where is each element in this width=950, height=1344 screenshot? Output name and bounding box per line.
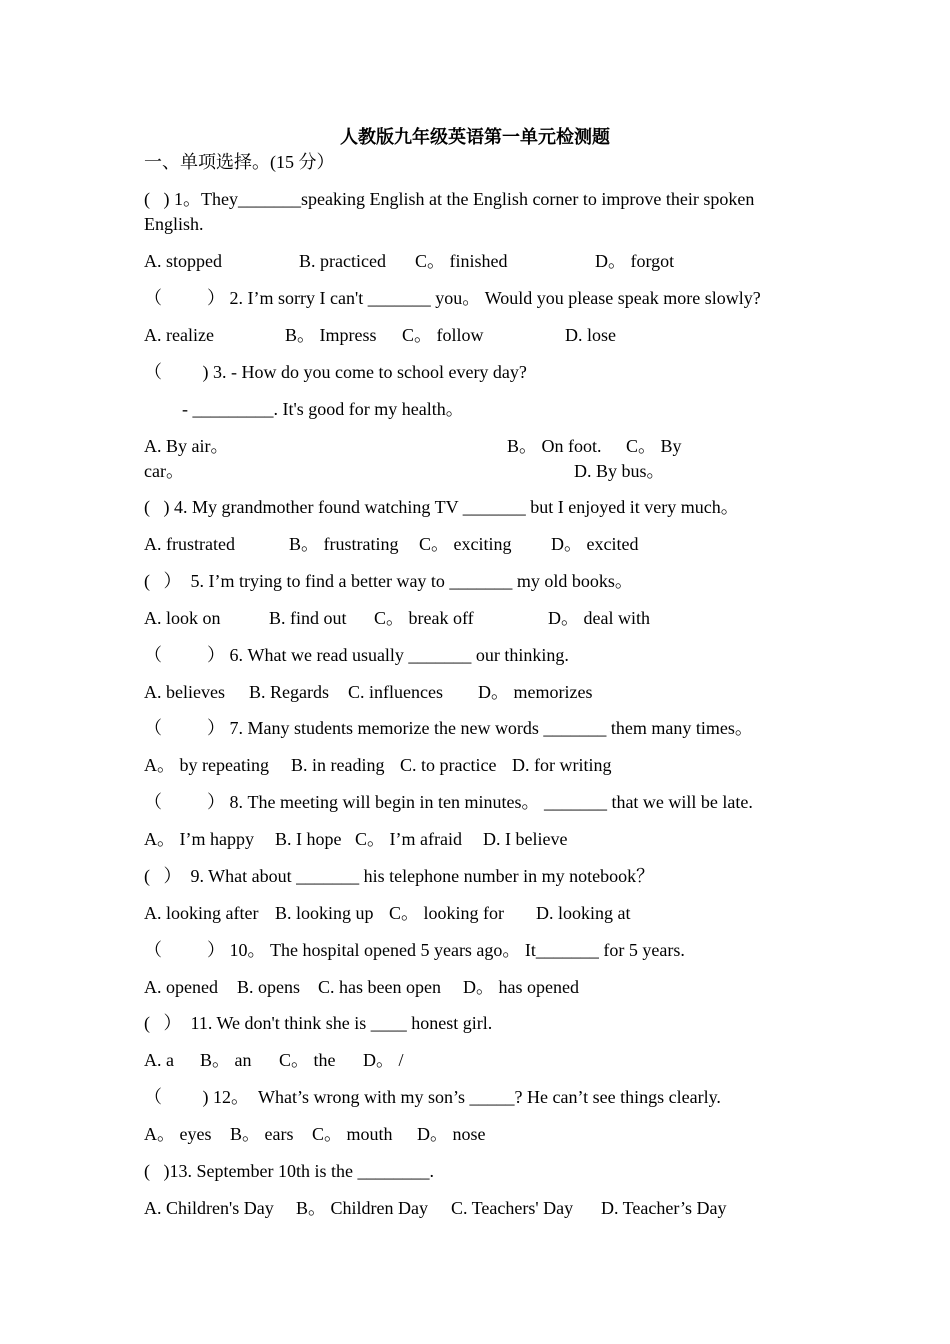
q12-option-b: B。 ears [230, 1124, 294, 1144]
q11-option-a: A. a [144, 1050, 174, 1070]
q11-option-c: C。 the [279, 1050, 336, 1070]
q12-option-a: A。 eyes [144, 1124, 212, 1144]
q4-option-c: C。 exciting [419, 534, 512, 554]
q7-option-d: D. for writing [512, 755, 612, 775]
question-8-stem: （ ） 8. The meeting will begin in ten minutes。 _______ that we will be late. [144, 792, 753, 812]
question-1-stem: ( ) 1。They_______speaking English at the English corner to improve their spoken [144, 189, 755, 209]
q3-option-c: C。 By [626, 436, 682, 456]
q6-option-c: C. influences [348, 682, 443, 702]
question-3-stem: （ ) 3. - How do you come to school every day? [144, 362, 527, 382]
q1-option-a: A. stopped [144, 251, 222, 271]
document-title: 人教版九年级英语第一单元检测题 [340, 127, 610, 147]
q5-option-b: B. find out [269, 608, 347, 628]
question-1-stem-cont: English. [144, 214, 204, 234]
q10-option-b: B. opens [237, 977, 300, 997]
q6-option-b: B. Regards [249, 682, 329, 702]
question-7-stem: （ ） 7. Many students memorize the new words _______ them many times。 [144, 718, 753, 738]
q2-option-a: A. realize [144, 325, 214, 345]
question-5-stem: ( ） 5. I’m trying to find a better way to _______ my old books。 [144, 571, 633, 591]
question-12-stem: （ ) 12。 What’s wrong with my son’s _____? He can’t see things clearly. [144, 1087, 721, 1107]
q12-option-c: C。 mouth [312, 1124, 393, 1144]
q7-option-b: B. in reading [291, 755, 385, 775]
q13-option-d: D. Teacher’s Day [601, 1198, 727, 1218]
q5-option-c: C。 break off [374, 608, 474, 628]
q13-option-a: A. Children's Day [144, 1198, 274, 1218]
q2-option-b: B。 Impress [285, 325, 377, 345]
q8-option-b: B. I hope [275, 829, 342, 849]
q9-option-c: C。 looking for [389, 903, 504, 923]
q3-option-d: D. By bus。 [574, 461, 665, 481]
q9-option-a: A. looking after [144, 903, 259, 923]
q4-option-d: D。 excited [551, 534, 639, 554]
q13-option-b: B。 Children Day [296, 1198, 428, 1218]
question-2-stem: （ ） 2. I’m sorry I can't _______ you。 Would you please speak more slowly? [144, 288, 761, 308]
q1-option-d: D。 forgot [595, 251, 675, 271]
q11-option-d: D。 / [363, 1050, 404, 1070]
q10-option-a: A. opened [144, 977, 218, 997]
q6-option-d: D。 memorizes [478, 682, 593, 702]
q4-option-b: B。 frustrating [289, 534, 399, 554]
q12-option-d: D。 nose [417, 1124, 486, 1144]
q3-option-a: A. By air。 [144, 436, 229, 456]
question-10-stem: （ ） 10。 The hospital opened 5 years ago。 It_______ for 5 years. [144, 940, 685, 960]
q8-option-c: C。 I’m afraid [355, 829, 462, 849]
q9-option-b: B. looking up [275, 903, 374, 923]
q2-option-d: D. lose [565, 325, 616, 345]
q2-option-c: C。 follow [402, 325, 484, 345]
question-3-answer-line: - _________. It's good for my health。 [182, 399, 464, 419]
q7-option-c: C. to practice [400, 755, 497, 775]
q3-option-b: B。 On foot. [507, 436, 602, 456]
q6-option-a: A. believes [144, 682, 225, 702]
q1-option-b: B. practiced [299, 251, 386, 271]
q11-option-b: B。 an [200, 1050, 252, 1070]
q10-option-d: D。 has opened [463, 977, 579, 997]
q7-option-a: A。 by repeating [144, 755, 269, 775]
question-11-stem: ( ） 11. We don't think she is ____ honest girl. [144, 1013, 493, 1033]
q1-option-c: C。 finished [415, 251, 508, 271]
q3-option-c-cont: car。 [144, 461, 184, 481]
q10-option-c: C. has been open [318, 977, 441, 997]
question-13-stem: ( )13. September 10th is the ________. [144, 1161, 434, 1181]
q5-option-d: D。 deal with [548, 608, 650, 628]
q9-option-d: D. looking at [536, 903, 631, 923]
section-heading: 一、单项选择。(15 分） [144, 152, 335, 172]
q8-option-a: A。 I’m happy [144, 829, 254, 849]
question-4-stem: ( ) 4. My grandmother found watching TV _______ but I enjoyed it very much。 [144, 497, 739, 517]
q5-option-a: A. look on [144, 608, 221, 628]
question-6-stem: （ ） 6. What we read usually _______ our thinking. [144, 645, 569, 665]
q4-option-a: A. frustrated [144, 534, 235, 554]
q13-option-c: C. Teachers' Day [451, 1198, 574, 1218]
q8-option-d: D. I believe [483, 829, 568, 849]
question-9-stem: ( ） 9. What about _______ his telephone number in my notebook？ [144, 866, 655, 886]
